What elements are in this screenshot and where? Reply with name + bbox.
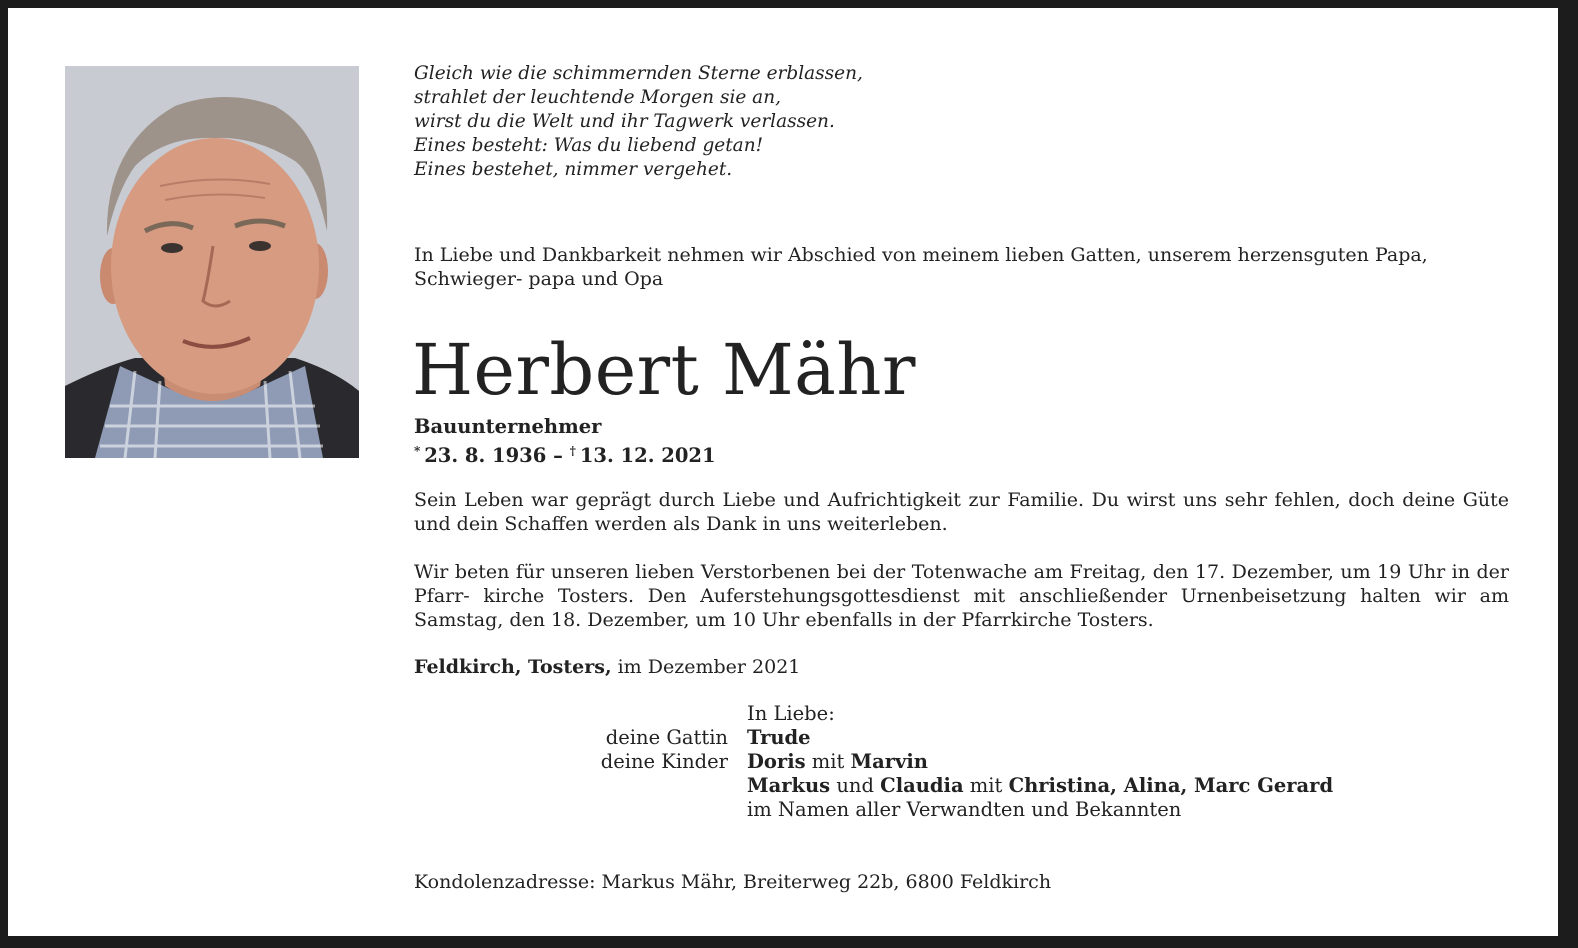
place-date: im Dezember 2021 (611, 656, 801, 678)
place-location: Feldkirch, Tosters, (414, 656, 612, 678)
deceased-name: Herbert Mähr (412, 329, 916, 411)
poem-line: Eines besteht: Was du liebend getan! (414, 135, 764, 156)
poem-line: strahlet der leuchtende Morgen sie an, (414, 87, 782, 108)
spouse-label: deine Gattin (605, 726, 728, 749)
signature-heading: In Liebe: (747, 702, 835, 725)
child1-line (747, 750, 928, 774)
intro-text: In Liebe und Dankbarkeit nehmen wir Abschied von meinem lieben Gatten, unserem herzensguten Papa, Schwieger- papa und Opa (414, 244, 1428, 290)
spouse-name (747, 726, 811, 750)
child1: Doris (747, 750, 806, 773)
poem (414, 62, 863, 182)
poem-line: wirst du die Welt und ihr Tagwerk verlassen. (414, 111, 835, 132)
spouse: Trude (747, 726, 811, 749)
child2: Markus (747, 774, 831, 797)
grandchildren: Christina, Alina, Marc Gerard (1008, 774, 1334, 797)
grandchildren-conj: mit (963, 774, 1009, 797)
children-label: deine Kinder (600, 750, 728, 773)
poem-line: Eines bestehet, nimmer vergehet. (414, 159, 733, 180)
obituary-card (8, 8, 1558, 936)
occupation: Bauunternehmer (414, 415, 602, 438)
place-date-line (414, 655, 800, 679)
birth-date: 23. 8. 1936 (424, 444, 547, 467)
birth-symbol: * (414, 444, 421, 458)
child2-line (747, 774, 1333, 798)
child2-conj: und (830, 774, 881, 797)
death-date: 13. 12. 2021 (579, 444, 716, 467)
portrait-photo (65, 66, 359, 458)
death-symbol: † (569, 444, 576, 458)
condolence-address: Kondolenzadresse: Markus Mähr, Breiterweg 22b, 6800 Feldkirch (414, 871, 1052, 893)
child1-conj: mit (805, 750, 851, 773)
relatives-line: im Namen aller Verwandten und Bekannten (747, 798, 1182, 821)
tribute-paragraph: Sein Leben war geprägt durch Liebe und Aufrichtigkeit zur Familie. Du wirst uns sehr fehlen, doch deine Güte und dein Schaffen werden als Dank in uns weiterleben. (414, 489, 1509, 535)
child2-partner: Claudia (880, 774, 964, 797)
service-paragraph: Wir beten für unseren lieben Verstorbenen bei der Totenwache am Freitag, den 17. Dezember, um 19 Uhr in der Pfarr- kirche Tosters. Den Auferstehungsgottesdienst mit anschließender Urnenbeisetzung halten wir am Samstag, den 18. Dezember, um 10 Uhr ebenfalls in der Pfarrkirche Tosters. (414, 561, 1509, 631)
poem-line: Gleich wie die schimmernden Sterne erblassen, (414, 63, 863, 84)
date-separator: – (546, 444, 570, 467)
child1-partner: Marvin (850, 750, 928, 773)
life-dates (414, 439, 716, 468)
